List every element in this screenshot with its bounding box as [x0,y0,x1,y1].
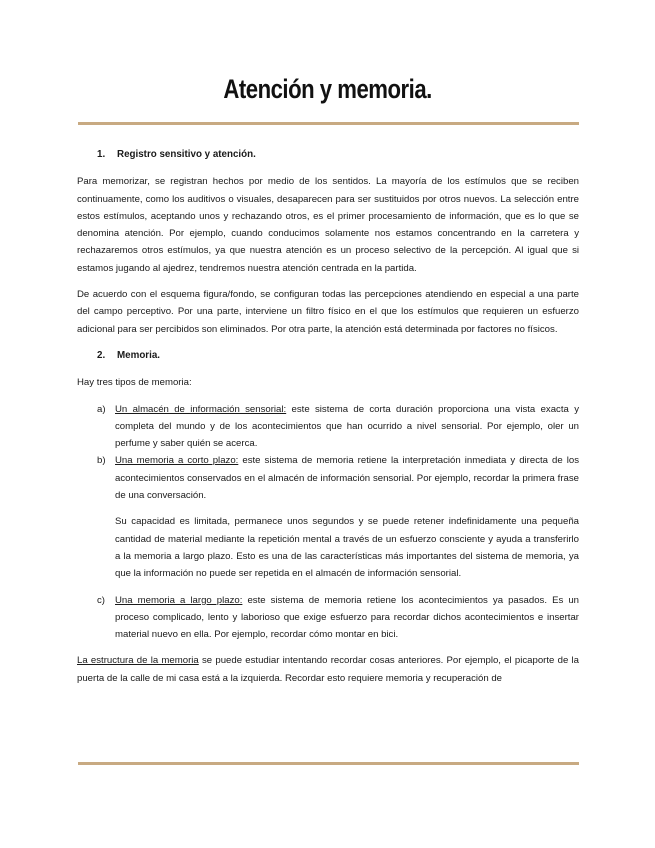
list-item-a-text: este sistema de corta duración proporciona una vista exacta y completa del mundo y de los acontecimientos que han ocurrido a nivel sensorial. Por ejemplo, oler un perfume y saber quién se acerca. [115,403,579,450]
list-item-b [77,452,579,582]
list-item-c-text: este sistema de memoria retiene los acontecimientos ya pasados. Es un proceso complicado, lento y laborioso que exige esfuerzo para recordar dichos acontecimientos e insertar material nuevo en ella. Por ejemplo, recordar cómo montar en bici. [115,594,579,641]
section-2-number: 2. [97,349,106,361]
list-item-c [77,592,579,644]
term-long-term-memory: Una memoria a largo plazo: [115,594,243,606]
term-sensory-store: Un almacén de información sensorial: [115,403,287,415]
list-item-a [77,401,579,453]
section-2-heading [97,347,579,364]
top-divider [78,122,579,125]
list-marker-b: b) [97,455,106,467]
list-item-b-continuation: Su capacidad es limitada, permanece unos segundos y se puede retener indefinidamente una pequeña cantidad de material mediante la repetición mental a través de un esfuerzo consciente y ayuda a transferirlo a la memoria a largo plazo. Esto es una de las características más importantes del sistema de memoria, ya que la información no puede ser repetida en el almacén de información sensorial. [115,516,579,580]
section-1-title: Registro sensitivo y atención. [117,149,256,160]
document-body [77,146,579,696]
section-1-paragraph-1: Para memorizar, se registran hechos por medio de los sentidos. La mayoría de los estímulos que se reciben continuamente, como los auditivos o visuales, desaparecen para ser sustituidos por otros nuevos. La selección entre estos estímulos, aceptando unos y rechazando otros, es el primer procesamiento de información, que es lo que se denomina atención. Por ejemplo, cuando conducimos solamente nos estamos concentrando en la carretera y rechazaremos otros estímulos, ya que nuestra atención es un proceso selectivo de la percepción. Al igual que si estamos jugando al ajedrez, tendremos nuestra atención centrada en la partida. [77,176,579,274]
page-title: Atención y memoria. [223,74,432,104]
section-1-heading [97,146,579,163]
term-memory-structure: La estructura de la memoria [77,655,199,667]
closing-paragraph [77,652,579,687]
bottom-divider [78,762,579,765]
section-1-number: 1. [97,149,106,160]
section-2-title: Memoria. [117,349,161,361]
term-short-term-memory: Una memoria a corto plazo: [115,455,239,467]
list-marker-c: c) [97,594,105,606]
memory-types-list [77,401,579,644]
section-1-paragraph-2: De acuerdo con el esquema figura/fondo, se configuran todas las percepciones atendiendo en especial a una parte del campo perceptivo. Por una parte, interviene un filtro físico en el que los estímulos que requieren un esfuerzo adicional para ser percibidos son eliminados. Por otra parte, la atención está determinada por factores no físicos. [77,289,579,335]
list-marker-a: a) [97,403,106,415]
list-item-b-text: este sistema de memoria retiene la interpretación inmediata y directa de los acontecimientos conservados en el almacén de información sensorial. Por ejemplo, recordar la primera frase de una conversación. [115,455,579,502]
closing-paragraph-text: se puede estudiar intentando recordar cosas anteriores. Por ejemplo, el picaporte de la puerta de la calle de mi casa está a la izquierda. Recordar esto requiere memoria y recuperación de [77,655,579,684]
section-2-intro: Hay tres tipos de memoria: [77,377,192,389]
